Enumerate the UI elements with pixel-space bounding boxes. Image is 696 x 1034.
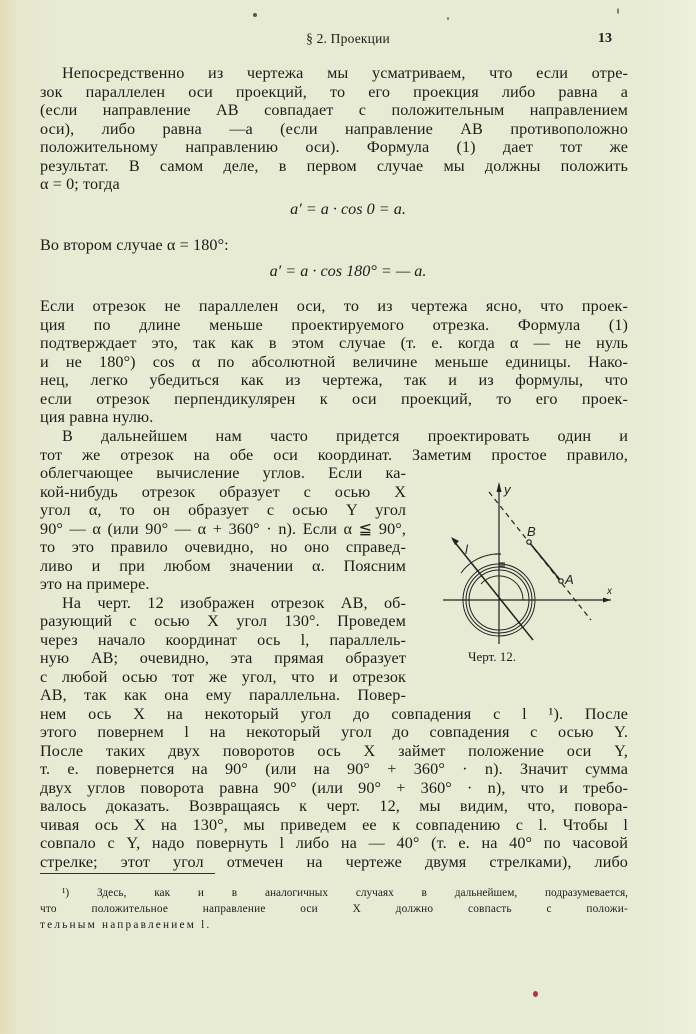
text-line: ливо и при любом значении α. Поясним [40, 556, 406, 575]
paper-speck [253, 13, 257, 17]
text-line: т. е. повернется на 90° (или на 90° + 360° · n). Значит сумма [40, 760, 628, 778]
text-line: На черт. 12 изображен отрезок AB, об- [62, 593, 406, 612]
text-line: чивая ось X на 130°, мы приведем ее к совпадению с l. Чтобы l [40, 815, 628, 834]
text-line: подтверждает это, так как в этом случае (т. е. когда α — не нуль [40, 334, 628, 352]
text-line: ную AB; очевидно, эта прямая образует [40, 649, 406, 667]
point-a-label: A [565, 572, 574, 587]
text-line: совпало с Y, надо повернуть l либо на — 40° (т. е. на 40° по часовой [40, 834, 628, 852]
figure-12 [435, 470, 625, 660]
text-line: нец, легко убедиться как из чертежа, так и из формулы, что [40, 371, 628, 389]
text-line: 90° — α (или 90° — α + 360° · n). Если α ≦ 90°, [40, 519, 406, 538]
text-line: положительному направлению оси). Формула (1) дает тот же [40, 138, 628, 156]
x-axis-arrow-icon [603, 598, 611, 603]
line-l-arrow-icon [451, 537, 459, 545]
text-line: облегчающее вычисление углов. Если ка- [40, 464, 406, 482]
paper-speck [447, 17, 449, 20]
point-b-label: B [527, 524, 536, 539]
text-line: двух углов поворота равна 90° (или 90° + 360° · n), что и требо- [40, 778, 628, 797]
formula-2: a′ = a · cos 180° = — a. [269, 262, 427, 280]
text-line: кой-нибудь отрезок образует с осью X [40, 482, 406, 501]
running-header: § 2. Проекции [306, 31, 390, 46]
point-a [559, 579, 563, 583]
coordinate-diagram [435, 470, 625, 660]
footnote-divider [40, 873, 215, 874]
text-line: разующий с осью X угол 130°. Проведем [40, 612, 406, 630]
text-line: угол α, то он образует с осью Y угол [40, 501, 406, 519]
text-line: через начало координат ось l, параллель- [40, 630, 406, 649]
page-number: 13 [598, 31, 612, 46]
text-line: стрелке; этот угол отмечен на чертеже двумя стрелками), либо [40, 852, 628, 871]
text-line: В дальнейшем нам часто придется проектировать один и [62, 427, 628, 445]
text-line: Непосредственно из чертежа мы усматриваем, что если отре- [62, 64, 628, 82]
text-line: этого повернем l на некоторый угол до совпадения с осью Y. [40, 723, 628, 741]
text-line: и не 180°) cos α по абсолютной величине меньше единицы. Нако- [40, 352, 628, 371]
text-line: нем ось X на некоторый угол до совпадения с l ¹). После [40, 704, 628, 723]
text-line: AB, так как она ему параллельна. Повер- [40, 686, 406, 704]
y-axis-label: y [504, 482, 511, 497]
text-line: зок параллелен оси проекций, то его проекция либо равна a [40, 82, 628, 101]
text-line: (если направление AB совпадает с положительным направлением [40, 101, 628, 119]
text-line: После таких двух поворотов ось X займет положение оси Y, [40, 741, 628, 760]
angle-arc [481, 576, 523, 600]
text-line: Во втором случае α = 180°: [40, 236, 229, 254]
text-line: ция равна нулю. [40, 408, 154, 426]
text-line: α = 0; тогда [40, 175, 120, 193]
text-line: это на примере. [40, 575, 150, 593]
x-axis-label: x [607, 586, 612, 597]
text-line: валось доказать. Возвращаясь к черт. 12, мы видим, что, повора- [40, 797, 628, 815]
text-line: оси), либо равна —a (если направление AB противоположно [40, 119, 628, 138]
text-line: ция по длине меньше проектируемого отрезка. Формула (1) [40, 315, 628, 334]
text-line: если отрезок перпендикулярен к оси проекций, то его проек- [40, 389, 628, 408]
formula-1: a′ = a · cos 0 = a. [290, 200, 406, 218]
text-line: Если отрезок не параллелен оси, то из чертежа ясно, что проек- [40, 297, 628, 315]
footnote-line: тельным направлением l. [40, 919, 212, 931]
footnote-line: что положительное направление оси X должно совпасть с положи- [40, 903, 628, 915]
text-line: с любой осью тот же угол, что и отрезок [40, 667, 406, 686]
text-line: результат. В самом деле, в первом случае мы должны положить [40, 156, 628, 175]
y-axis-arrow-icon [497, 482, 502, 492]
point-b [527, 540, 531, 544]
text-line: тот же отрезок на обе оси координат. Заметим простое правило, [40, 445, 628, 464]
paper-speck [533, 991, 538, 997]
paper-speck [617, 8, 619, 14]
text-line: то это правило очевидно, но оно справед- [40, 538, 406, 556]
figure-caption: Черт. 12. [468, 649, 517, 664]
line-l-label: l [465, 542, 468, 557]
segment-ab [529, 542, 561, 581]
footnote-line: ¹) Здесь, как и в аналогичных случаях в дальнейшем, подразумевается, [62, 887, 628, 899]
